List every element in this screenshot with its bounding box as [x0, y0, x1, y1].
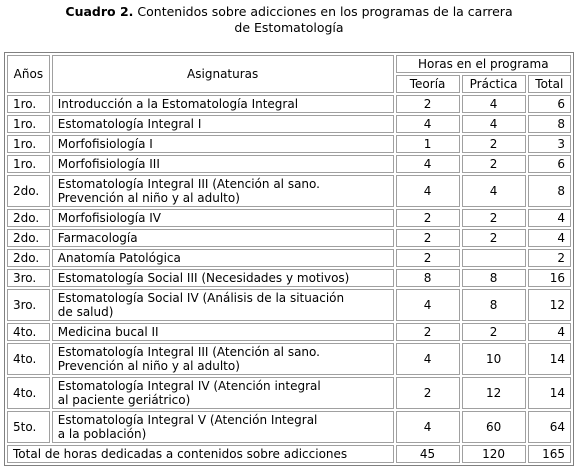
cell-subject — [52, 323, 394, 341]
header-practice: Práctica — [462, 75, 526, 93]
cell-year: 3ro. — [7, 289, 50, 321]
cell-total: 4 — [528, 209, 571, 227]
cell-practice: 60 — [462, 411, 526, 443]
cell-total: 16 — [528, 269, 571, 287]
cell-year: 1ro. — [7, 95, 50, 113]
cell-theory: 8 — [396, 269, 460, 287]
cell-practice: 2 — [462, 135, 526, 153]
totals-total: 165 — [528, 445, 571, 463]
cell-total: 2 — [528, 249, 571, 267]
cell-year: 5to. — [7, 411, 50, 443]
cell-practice: 4 — [462, 115, 526, 133]
cell-year: 2do. — [7, 249, 50, 267]
cell-subject — [52, 289, 394, 321]
cell-total: 8 — [528, 175, 571, 207]
cell-year: 4to. — [7, 323, 50, 341]
cell-total: 8 — [528, 115, 571, 133]
cell-practice: 2 — [462, 323, 526, 341]
cell-year: 2do. — [7, 209, 50, 227]
cell-subject — [52, 269, 394, 287]
cell-subject — [52, 209, 394, 227]
subject-line1: Estomatología Integral I — [57, 117, 202, 131]
cell-theory: 2 — [396, 249, 460, 267]
subject-line1: Farmacología — [57, 231, 138, 245]
caption-label: Cuadro 2. — [65, 4, 134, 19]
header-hours: Horas en el programa — [396, 55, 571, 73]
cell-total: 4 — [528, 229, 571, 247]
cell-year: 2do. — [7, 229, 50, 247]
cell-year: 1ro. — [7, 155, 50, 173]
cell-practice: 2 — [462, 209, 526, 227]
cell-subject — [52, 175, 394, 207]
table-row — [7, 343, 571, 375]
cell-theory: 4 — [396, 343, 460, 375]
table-row — [7, 115, 571, 133]
cell-subject — [52, 343, 394, 375]
table-row — [7, 229, 571, 247]
table-row — [7, 249, 571, 267]
subject-line1: Estomatología Integral V (Atención Integral — [57, 413, 318, 427]
cell-theory: 4 — [396, 289, 460, 321]
cell-total: 3 — [528, 135, 571, 153]
subject-line1: Morfofisiología III — [57, 157, 160, 171]
cell-total: 14 — [528, 377, 571, 409]
table-row — [7, 377, 571, 409]
subject-line2: Prevención al niño y al adulto) — [57, 359, 240, 373]
cell-practice: 4 — [462, 175, 526, 207]
cell-theory: 2 — [396, 229, 460, 247]
subject-line2: al paciente geriátrico) — [57, 393, 191, 407]
table-row — [7, 135, 571, 153]
subject-line1: Estomatología Social IV (Análisis de la situación — [57, 291, 345, 305]
cell-practice: 4 — [462, 95, 526, 113]
table-row — [7, 155, 571, 173]
subject-line1: Anatomía Patológica — [57, 251, 181, 265]
cell-theory: 2 — [396, 95, 460, 113]
header-years: Años — [7, 55, 50, 93]
cell-practice: 8 — [462, 289, 526, 321]
cell-theory: 4 — [396, 115, 460, 133]
subject-line1: Estomatología Integral III (Atención al sano. — [57, 177, 320, 191]
table-row — [7, 323, 571, 341]
caption-title-line1: Contenidos sobre adicciones en los programas de la carrera — [137, 4, 513, 19]
cell-practice: 10 — [462, 343, 526, 375]
totals-practice: 120 — [462, 445, 526, 463]
cell-theory: 1 — [396, 135, 460, 153]
subject-line2: de salud) — [57, 305, 114, 319]
cell-practice: 2 — [462, 229, 526, 247]
totals-label: Total de horas dedicadas a contenidos sobre adicciones — [7, 445, 394, 463]
cell-theory: 4 — [396, 155, 460, 173]
cell-practice: 8 — [462, 269, 526, 287]
cell-practice: 2 — [462, 155, 526, 173]
cell-practice — [462, 249, 526, 267]
cell-theory: 4 — [396, 411, 460, 443]
cell-year: 2do. — [7, 175, 50, 207]
table-body — [7, 95, 571, 443]
subject-line1: Introducción a la Estomatología Integral — [57, 97, 299, 111]
header-theory: Teoría — [396, 75, 460, 93]
hours-table — [4, 52, 574, 466]
cell-subject — [52, 115, 394, 133]
cell-theory: 2 — [396, 209, 460, 227]
table-row — [7, 289, 571, 321]
cell-theory: 2 — [396, 323, 460, 341]
table-row — [7, 209, 571, 227]
cell-year: 3ro. — [7, 269, 50, 287]
cell-subject — [52, 155, 394, 173]
cell-year: 1ro. — [7, 115, 50, 133]
cell-theory: 4 — [396, 175, 460, 207]
cell-subject — [52, 411, 394, 443]
caption-title-line2: de Estomatología — [234, 20, 344, 35]
cell-subject — [52, 95, 394, 113]
cell-year: 1ro. — [7, 135, 50, 153]
cell-total: 6 — [528, 155, 571, 173]
subject-line2: Prevención al niño y al adulto) — [57, 191, 240, 205]
subject-line1: Estomatología Integral III (Atención al sano. — [57, 345, 320, 359]
cell-theory: 2 — [396, 377, 460, 409]
table-row — [7, 95, 571, 113]
cell-year: 4to. — [7, 343, 50, 375]
cell-subject — [52, 377, 394, 409]
subject-line1: Morfofisiología I — [57, 137, 153, 151]
cell-subject — [52, 229, 394, 247]
cell-subject — [52, 249, 394, 267]
header-subjects: Asignaturas — [52, 55, 394, 93]
table-row — [7, 269, 571, 287]
subject-line1: Estomatología Social III (Necesidades y motivos) — [57, 271, 350, 285]
cell-subject — [52, 135, 394, 153]
subject-line1: Morfofisiología IV — [57, 211, 161, 225]
header-total: Total — [528, 75, 571, 93]
cell-practice: 12 — [462, 377, 526, 409]
cell-total: 6 — [528, 95, 571, 113]
cell-year: 4to. — [7, 377, 50, 409]
table-row — [7, 175, 571, 207]
cell-total: 4 — [528, 323, 571, 341]
table-caption — [0, 4, 578, 36]
subject-line1: Medicina bucal II — [57, 325, 159, 339]
subject-line1: Estomatología Integral IV (Atención integral — [57, 379, 321, 393]
table-row — [7, 411, 571, 443]
cell-total: 12 — [528, 289, 571, 321]
cell-total: 64 — [528, 411, 571, 443]
totals-theory: 45 — [396, 445, 460, 463]
subject-line2: a la población) — [57, 427, 147, 441]
cell-total: 14 — [528, 343, 571, 375]
